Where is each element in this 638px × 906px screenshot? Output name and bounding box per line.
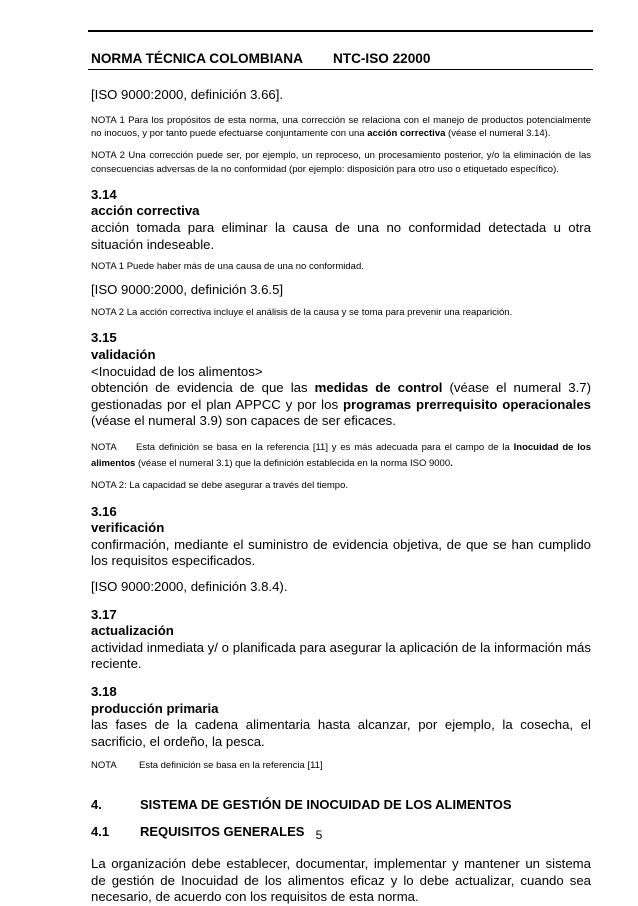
definition-3-16: confirmación, mediante el suministro de evidencia objetiva, de que se han cumplido los requisitos especificados.	[91, 536, 591, 569]
term-number-3-14: 3.14	[91, 186, 117, 202]
term-number-3-17: 3.17	[91, 606, 117, 622]
definition-3-17: actividad inmediata y/ o planificada para asegurar la aplicación de la información más reciente.	[91, 639, 591, 672]
term-3-15: validación	[91, 346, 156, 362]
term-number-3-15: 3.15	[91, 330, 117, 346]
note-3-18: NOTA Esta definición se basa en la referencia [11]	[91, 760, 323, 772]
reference-3-66: [ISO 9000:2000, definición 3.66].	[91, 87, 284, 102]
term-number-3-18: 3.18	[91, 684, 117, 700]
header-rule	[88, 69, 593, 70]
definition-3-15: obtención de evidencia de que las medidas de control (véase el numeral 3.7) gestionadas por el plan APPCC y por los programas prerrequisito operacionales (véase el numeral 3.9) son capaces de ser eficaces.	[91, 380, 591, 429]
definition-3-18: las fases de la cadena alimentaria hasta alcanzar, por ejemplo, la cosecha, el sacrificio, el ordeño, la pesca.	[91, 717, 591, 749]
note-1-term: acción correctiva	[367, 128, 446, 140]
section-4-1-body: La organización debe establecer, documentar, implementar y mantener un sistema de gestión de Inocuidad de los alimentos eficaz y lo debe actualizar, cuando sea necesario, de acuerdo con los requisitos de esta norma.	[91, 856, 591, 905]
term-3-18: producción primaria	[91, 700, 219, 716]
page-header	[91, 51, 430, 66]
reference-3-8-4: [ISO 9000:2000, definición 3.8.4).	[91, 579, 288, 595]
section-4-1-heading: 4.1 REQUISITOS GENERALES	[91, 824, 305, 840]
term-3-17: actualización	[91, 623, 174, 639]
page-number: 5	[315, 828, 323, 842]
section-4-heading: 4. SISTEMA DE GESTIÓN DE INOCUIDAD DE LOS ALIMENTOS	[91, 797, 512, 813]
header-title: NORMA TÉCNICA COLOMBIANA	[91, 51, 303, 66]
page-content	[91, 87, 591, 906]
reference-3-6-5: [ISO 9000:2000, definición 3.6.5]	[91, 281, 284, 297]
domain-3-15: <Inocuidad de los alimentos>	[91, 363, 263, 379]
note-3-14-2: NOTA 2 La acción correctiva incluye el análisis de la causa y se toma para prevenir una reaparición.	[91, 306, 513, 318]
term-number-3-16: 3.16	[91, 503, 117, 519]
top-rule	[88, 30, 593, 32]
note-1: NOTA 1 Para los propósitos de esta norma, una corrección se relaciona con el manejo de productos potencialmente no inocuos, y por tanto puede efectuarse conjuntamente con una acción correctiva (véase el numeral 3.14).	[91, 114, 591, 140]
note-3-15-2: NOTA 2: La capacidad se debe asegurar a través del tiempo.	[91, 479, 349, 491]
note-2: NOTA 2 Una corrección puede ser, por ejemplo, un reproceso, un procesamiento posterior, y/o la eliminación de las consecuencias adversas de la no conformidad (por ejemplo: disposición para otro uso o etiquetado específico).	[91, 150, 591, 175]
definition-3-14: acción tomada para eliminar la causa de una no conformidad detectada u otra situación indeseable.	[91, 219, 591, 252]
header-standard: NTC-ISO 22000	[332, 51, 431, 66]
term-3-16: verificación	[91, 520, 165, 536]
note-3-15: NOTA Esta definición se basa en la referencia [11] y es más adecuada para el campo de la Inocuidad de los alimentos (véase el numeral 3.1) que la definición establecida en la norma ISO 9000.	[91, 441, 591, 469]
note-3-14-1: NOTA 1 Puede haber más de una causa de una no conformidad.	[91, 261, 364, 273]
term-3-14: acción correctiva	[91, 203, 200, 219]
